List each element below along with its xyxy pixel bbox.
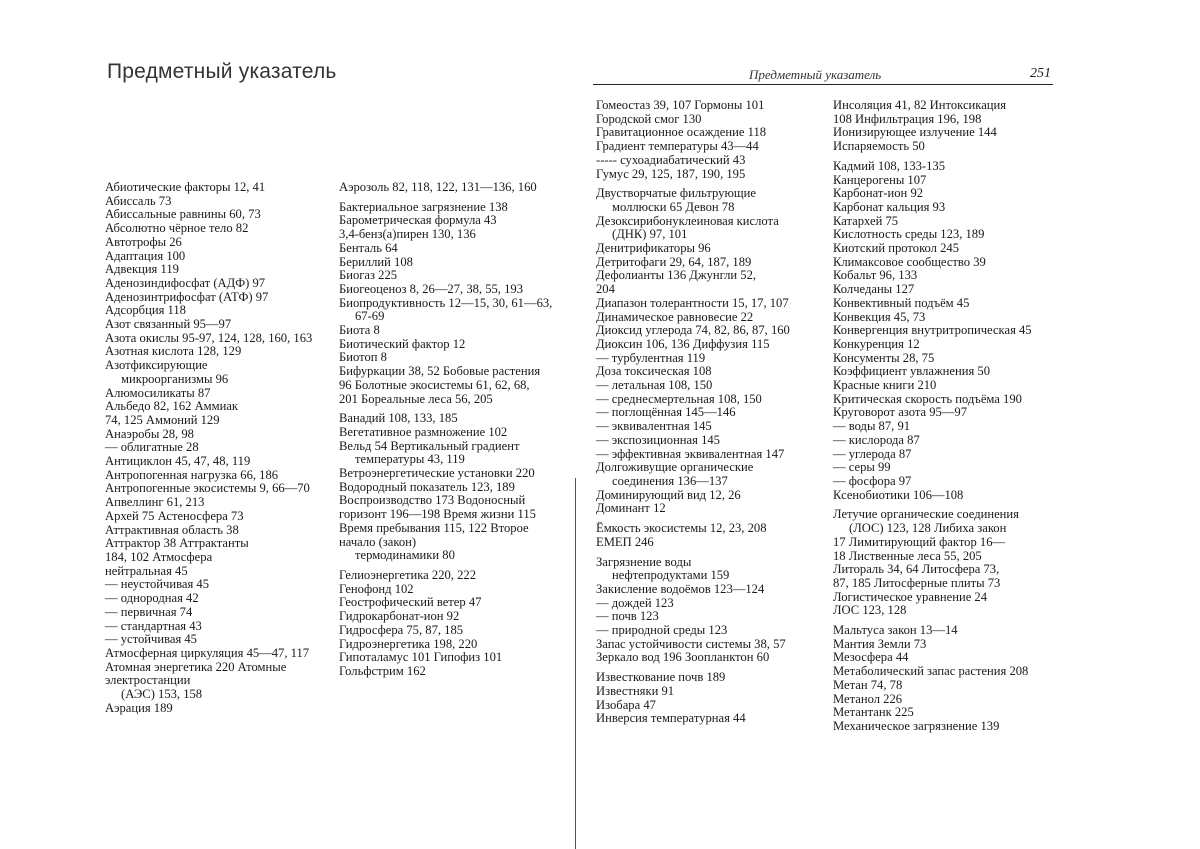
index-entry: Ксенобиотики 106—108 xyxy=(833,487,964,502)
index-entry: Биогаз 225 xyxy=(339,268,398,283)
index-entry: (АЭС) 153, 158 xyxy=(121,687,203,702)
index-entry: — кислорода 87 xyxy=(833,432,920,447)
index-entry: Конвергенция внутритропическая 45 xyxy=(833,323,1032,338)
index-entry: — среднесмертельная 108, 150 xyxy=(596,391,762,406)
index-column-1 xyxy=(105,181,312,715)
index-entry: — серы 99 xyxy=(833,460,891,475)
index-entry: 96 Болотные экосистемы 61, 62, 68, xyxy=(339,377,530,392)
index-letter-group xyxy=(339,569,552,679)
index-entry: Двустворчатые фильтрующие xyxy=(596,186,756,201)
index-entry: Воспроизводство 173 Водоносный xyxy=(339,493,526,508)
index-entry: Канцерогены 107 xyxy=(833,172,927,187)
index-entry: Градиент температуры 43—44 xyxy=(596,139,759,154)
index-entry: Биота 8 xyxy=(339,323,380,338)
index-entry: Гипоталамус 101 Гипофиз 101 xyxy=(339,650,503,665)
index-entry: Апвеллинг 61, 213 xyxy=(105,495,205,510)
index-entry: Доминирующий вид 12, 26 xyxy=(596,487,741,502)
index-entry: 3,4-бенз(а)пирен 130, 136 xyxy=(339,227,476,242)
index-entry: — летальная 108, 150 xyxy=(596,378,713,393)
index-entry: Антициклон 45, 47, 48, 119 xyxy=(105,454,251,469)
index-entry: Биотический фактор 12 xyxy=(339,336,466,351)
index-entry: моллюски 65 Девон 78 xyxy=(612,199,735,214)
index-entry: Аттрактивная область 38 xyxy=(105,522,239,537)
index-entry: Зеркало вод 196 Зоопланктон 60 xyxy=(596,650,770,665)
index-entry: — устойчивая 45 xyxy=(105,632,197,647)
index-column-2 xyxy=(339,181,552,679)
index-entry: 204 xyxy=(596,282,615,297)
index-entry: Кобальт 96, 133 xyxy=(833,268,918,283)
index-entry: Карбонат-ион 92 xyxy=(833,186,924,201)
index-entry: Круговорот азота 95—97 xyxy=(833,405,968,420)
page-number: 251 xyxy=(1030,66,1051,81)
index-entry: соединения 136—137 xyxy=(612,473,728,488)
index-entry: электростанции xyxy=(105,673,191,688)
index-entry: ЛОС 123, 128 xyxy=(833,603,907,618)
index-letter-group xyxy=(596,671,790,726)
index-entry: Киотский протокол 245 xyxy=(833,241,959,256)
index-letter-group xyxy=(833,99,1032,154)
index-entry: Ванадий 108, 133, 185 xyxy=(339,411,458,426)
index-entry: Биопродуктивность 12—15, 30, 61—63, xyxy=(339,295,553,310)
index-entry: ----- сухоадиабатический 43 xyxy=(596,152,746,167)
index-entry: Диапазон толерантности 15, 17, 107 xyxy=(596,295,789,310)
page-spine-divider xyxy=(575,478,576,849)
index-letter-group xyxy=(833,508,1032,618)
index-entry: (ДНК) 97, 101 xyxy=(612,227,688,242)
index-entry: 18 Лиственные леса 55, 205 xyxy=(833,548,982,563)
index-entry: Диоксид углерода 74, 82, 86, 87, 160 xyxy=(596,323,790,338)
index-entry: Аденозиндифосфат (АДФ) 97 xyxy=(105,275,266,290)
index-entry: Атмосферная циркуляция 45—47, 117 xyxy=(105,645,310,660)
index-letter-group xyxy=(596,187,790,516)
running-header xyxy=(593,66,1053,85)
index-entry: — почв 123 xyxy=(596,609,659,624)
index-entry: Геострофический ветер 47 xyxy=(339,595,482,610)
index-entry: 201 Бореальные леса 56, 205 xyxy=(339,391,493,406)
index-entry: Диоксин 106, 136 Диффузия 115 xyxy=(596,336,770,351)
index-entry: Бериллий 108 xyxy=(339,254,413,269)
index-entry: Гравитационное осаждение 118 xyxy=(596,125,767,140)
index-entry: Консументы 28, 75 xyxy=(833,350,935,365)
index-entry: Азотфиксирующие xyxy=(105,358,208,373)
index-entry: Доминант 12 xyxy=(596,501,666,516)
index-entry: Инверсия температурная 44 xyxy=(596,711,746,726)
index-entry: Кислотность среды 123, 189 xyxy=(833,227,985,242)
index-entry: — воды 87, 91 xyxy=(833,419,911,434)
index-entry: Альбедо 82, 162 Аммиак xyxy=(105,399,239,414)
index-entry: Адвекция 119 xyxy=(105,262,179,277)
index-column-4 xyxy=(833,99,1032,734)
index-entry: Конвективный подъём 45 xyxy=(833,295,970,310)
index-entry: Закисление водоёмов 123—124 xyxy=(596,581,765,596)
index-entry: Вельд 54 Вертикальный градиент xyxy=(339,438,520,453)
index-entry: Известкование почв 189 xyxy=(596,670,726,685)
index-entry: — однородная 42 xyxy=(105,591,199,606)
index-column-3 xyxy=(596,99,790,726)
index-letter-group xyxy=(596,556,790,666)
index-entry: Биогеоценоз 8, 26—27, 38, 55, 193 xyxy=(339,281,523,296)
index-entry: Аттрактор 38 Аттрактанты xyxy=(105,536,249,551)
index-entry: — облигатные 28 xyxy=(105,440,199,455)
index-entry: Конвекция 45, 73 xyxy=(833,309,926,324)
index-entry: Время пребывания 115, 122 Второе xyxy=(339,520,529,535)
index-entry: — турбулентная 119 xyxy=(596,350,706,365)
index-entry: Анаэробы 28, 98 xyxy=(105,426,194,441)
index-entry: Логистическое уравнение 24 xyxy=(833,589,988,604)
index-entry: Метантанк 225 xyxy=(833,705,914,720)
index-entry: Гидроэнергетика 198, 220 xyxy=(339,636,478,651)
index-letter-group xyxy=(339,181,552,195)
index-entry: Дезоксирибонуклеиновая кислота xyxy=(596,213,779,228)
index-entry: микроорганизмы 96 xyxy=(121,371,229,386)
index-entry: — стандартная 43 xyxy=(105,618,202,633)
index-entry: Гидрокарбонат-ион 92 xyxy=(339,609,460,624)
index-entry: Генофонд 102 xyxy=(339,581,414,596)
index-entry: Механическое загрязнение 139 xyxy=(833,718,1000,733)
index-entry: начало (закон) xyxy=(339,534,417,549)
index-entry: Аденозинтрифосфат (АТФ) 97 xyxy=(105,289,269,304)
index-entry: Гумус 29, 125, 187, 190, 195 xyxy=(596,166,746,181)
index-entry: Критическая скорость подъёма 190 xyxy=(833,391,1022,406)
index-entry: Летучие органические соединения xyxy=(833,507,1019,522)
index-entry: Детритофаги 29, 64, 187, 189 xyxy=(596,254,752,269)
index-entry: 67-69 xyxy=(355,309,385,324)
index-entry: нефтепродуктами 159 xyxy=(612,568,730,583)
index-entry: Бактериальное загрязнение 138 xyxy=(339,199,508,214)
index-entry: Мальтуса закон 13—14 xyxy=(833,623,958,638)
index-entry: Азот связанный 95—97 xyxy=(105,317,232,332)
index-entry: Биотоп 8 xyxy=(339,350,387,365)
page-title: Предметный указатель xyxy=(107,60,337,83)
index-entry: Климаксовое сообщество 39 xyxy=(833,254,986,269)
index-entry: Атомная энергетика 220 Атомные xyxy=(105,659,287,674)
index-entry: горизонт 196—198 Время жизни 115 xyxy=(339,507,536,522)
index-entry: — эффективная эквивалентная 147 xyxy=(596,446,785,461)
index-entry: Ионизирующее излучение 144 xyxy=(833,125,997,140)
index-entry: — неустойчивая 45 xyxy=(105,577,209,592)
index-entry: Доза токсическая 108 xyxy=(596,364,712,379)
index-entry: — фосфора 97 xyxy=(833,473,912,488)
index-entry: Азотная кислота 128, 129 xyxy=(105,344,242,359)
index-entry: Абсолютно чёрное тело 82 xyxy=(105,221,249,236)
index-entry: Архей 75 Астеносфера 73 xyxy=(105,508,244,523)
index-entry: Гелиоэнергетика 220, 222 xyxy=(339,567,476,582)
index-entry: Литораль 34, 64 Литосфера 73, xyxy=(833,562,1000,577)
index-entry: Известняки 91 xyxy=(596,683,675,698)
index-entry: Бифуркации 38, 52 Бобовые растения xyxy=(339,364,541,379)
index-entry: Гольфстрим 162 xyxy=(339,663,426,678)
index-entry: Карбонат кальция 93 xyxy=(833,199,946,214)
index-entry: Динамическое равновесие 22 xyxy=(596,309,754,324)
index-entry: — первичная 74 xyxy=(105,604,193,619)
index-entry: Ветроэнергетические установки 220 xyxy=(339,466,535,481)
index-entry: Адаптация 100 xyxy=(105,248,186,263)
index-letter-group xyxy=(105,181,312,715)
index-entry: температуры 43, 119 xyxy=(355,452,465,467)
index-entry: Ёмкость экосистемы 12, 23, 208 xyxy=(596,521,767,536)
index-entry: Мантия Земли 73 xyxy=(833,636,927,651)
index-entry: Гомеостаз 39, 107 Гормоны 101 xyxy=(596,98,765,112)
index-entry: Дефолианты 136 Джунгли 52, xyxy=(596,268,757,283)
index-entry: Мезосфера 44 xyxy=(833,650,909,665)
index-entry: — эквивалентная 145 xyxy=(596,419,712,434)
index-entry: Денитрификаторы 96 xyxy=(596,241,711,256)
index-entry: Бенталь 64 xyxy=(339,240,398,255)
index-entry: — природной среды 123 xyxy=(596,623,728,638)
index-letter-group xyxy=(833,160,1032,503)
index-entry: 184, 102 Атмосфера xyxy=(105,549,213,564)
index-entry: Азота окислы 95-97, 124, 128, 160, 163 xyxy=(105,330,313,345)
index-entry: Загрязнение воды xyxy=(596,554,692,569)
index-entry: 108 Инфильтрация 196, 198 xyxy=(833,111,982,126)
index-entry: Метанол 226 xyxy=(833,691,903,706)
index-entry: 17 Лимитирующий фактор 16— xyxy=(833,534,1006,549)
running-header-title: Предметный указатель xyxy=(749,67,882,82)
index-entry: Абиссальные равнины 60, 73 xyxy=(105,207,261,222)
index-letter-group xyxy=(596,99,790,181)
index-entry: Долгоживущие органические xyxy=(596,460,754,475)
index-entry: Абиссаль 73 xyxy=(105,193,172,208)
index-entry: Барометрическая формула 43 xyxy=(339,213,497,228)
index-entry: 74, 125 Аммоний 129 xyxy=(105,412,220,427)
index-entry: Абиотические факторы 12, 41 xyxy=(105,180,266,194)
index-entry: Метаболический запас растения 208 xyxy=(833,664,1029,679)
index-entry: Алюмосиликаты 87 xyxy=(105,385,211,400)
index-entry: Катархей 75 xyxy=(833,213,899,228)
index-entry: Кадмий 108, 133-135 xyxy=(833,158,945,173)
index-letter-group xyxy=(833,624,1032,734)
index-entry: Городской смог 130 xyxy=(596,111,702,126)
index-entry: Конкуренция 12 xyxy=(833,336,920,351)
index-entry: нейтральная 45 xyxy=(105,563,188,578)
index-entry: — дождей 123 xyxy=(596,595,674,610)
index-letter-group xyxy=(339,201,552,407)
index-letter-group xyxy=(339,412,552,563)
index-entry: Антропогенные экосистемы 9, 66—70 xyxy=(105,481,310,496)
index-entry: Колчеданы 127 xyxy=(833,282,915,297)
index-entry: — экспозиционная 145 xyxy=(596,432,720,447)
index-entry: Запас устойчивости системы 38, 57 xyxy=(596,636,786,651)
index-entry: (ЛОС) 123, 128 Либиха закон xyxy=(849,521,1007,536)
index-entry: Автотрофы 26 xyxy=(105,234,182,249)
index-entry: ЕМЕП 246 xyxy=(596,534,654,549)
index-entry: Водородный показатель 123, 189 xyxy=(339,479,515,494)
index-entry: Метан 74, 78 xyxy=(833,677,903,692)
index-entry: Коэффициент увлажнения 50 xyxy=(833,364,990,379)
index-entry: 87, 185 Литосферные плиты 73 xyxy=(833,575,1001,590)
index-entry: Адсорбция 118 xyxy=(105,303,186,318)
index-entry: Инсоляция 41, 82 Интоксикация xyxy=(833,98,1007,112)
index-entry: Изобара 47 xyxy=(596,697,656,712)
index-entry: Аэрозоль 82, 118, 122, 131—136, 160 xyxy=(339,180,537,194)
index-entry: — углерода 87 xyxy=(833,446,912,461)
index-entry: — поглощённая 145—146 xyxy=(596,405,736,420)
index-entry: Гидросфера 75, 87, 185 xyxy=(339,622,464,637)
index-entry: термодинамики 80 xyxy=(355,548,455,563)
index-entry: Испаряемость 50 xyxy=(833,139,925,154)
index-entry: Антропогенная нагрузка 66, 186 xyxy=(105,467,279,482)
index-entry: Вегетативное размножение 102 xyxy=(339,424,508,439)
index-entry: Аэрация 189 xyxy=(105,700,173,715)
index-letter-group xyxy=(596,522,790,549)
index-entry: Красные книги 210 xyxy=(833,378,937,393)
